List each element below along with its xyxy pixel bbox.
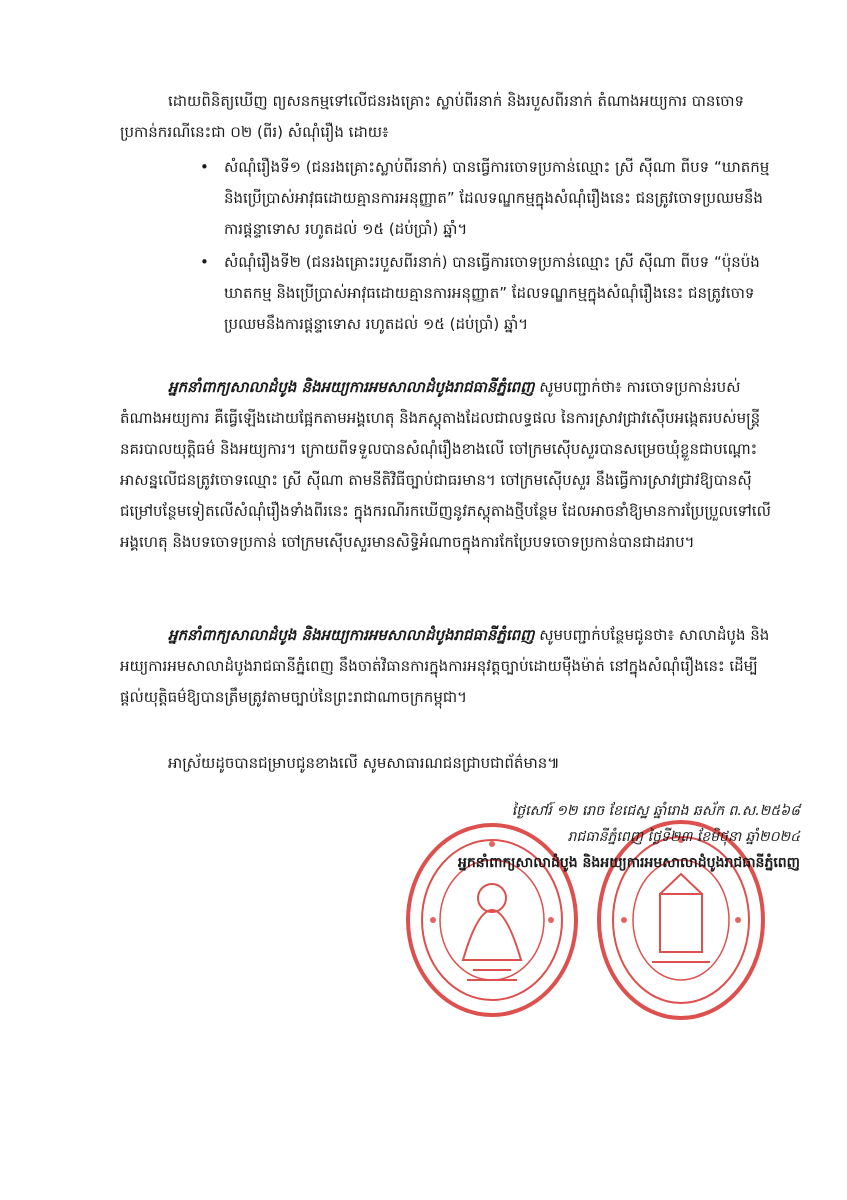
spokesperson-label: អ្នកនាំពាក្យសាលាដំបូង និងអយ្យការអមសាលាដំបូងរាជធានីភ្នំពេញ <box>168 378 535 396</box>
solar-date: រាជធានីភ្នំពេញ ថ្ងៃទី២៣ ខែមិថុនា ឆ្នាំ២០២៤ <box>567 829 800 845</box>
spokesperson-paragraph-1 <box>120 372 780 558</box>
spokesperson-paragraph-2 <box>120 620 780 713</box>
issuing-authority: អ្នកនាំពាក្យសាលាដំបូង និងអយ្យការអមសាលាដំបូងរាជធានីភ្នំពេញ <box>457 855 800 871</box>
lunar-date: ថ្ងៃសៅរ៍ ១២ រោច ខែជេស្ឋ ឆ្នាំរោង ឆស័ក ព.ស.២៥៦៨ <box>511 803 800 819</box>
list-item <box>196 247 790 340</box>
bullet-icon: • <box>200 158 209 176</box>
charge-2-text: សំណុំរឿងទី២ (ជនរងគ្រោះរបួសពីរនាក់) បានធ្វើការចោទប្រកាន់ឈ្មោះ ស្រី ស៊ីណា ពីបទ “ប៉ុនប៉ងឃាតកម្ម និងប្រើប្រាស់អាវុធដោយគ្មានការអនុញ្ញាត” ដែលទណ្ឌកម្មក្នុងសំណុំរឿងនេះ ជនត្រូវចោទប្រឈមនឹងការផ្តន្ទាទោស រហូតដល់ ១៥ (ដប់ប្រាំ) ឆ្នាំ។ <box>224 253 760 333</box>
charge-1-text: សំណុំរឿងទី១ (ជនរងគ្រោះស្លាប់ពីរនាក់) បានធ្វើការចោទប្រកាន់ឈ្មោះ ស្រី ស៊ីណា ពីបទ “ឃាតកម្ម និងប្រើប្រាស់អាវុធដោយគ្មានការអនុញ្ញាត” ដែលទណ្ឌកម្មក្នុងសំណុំរឿងនេះ ជនត្រូវចោទប្រឈមនឹងការផ្តន្ទាទោស រហូតដល់ ១៥ (ដប់ប្រាំ) ឆ្នាំ។ <box>224 158 770 238</box>
list-item <box>196 152 790 245</box>
paragraph-body: សូមបញ្ជាក់បន្ថែមជូនថា៖ សាលាដំបូង និងអយ្យការអមសាលាដំបូងរាជធានីភ្នំពេញ នឹងចាត់វិធានការក្នុងការអនុវត្តច្បាប់ដោយម៉ឺងម៉ាត់ នៅក្នុងសំណុំរឿងនេះ ដើម្បីផ្តល់យុត្តិធម៌ឱ្យបានត្រឹមត្រូវតាមច្បាប់នៃព្រះរាជាណាចក្រកម្ពុជា។ <box>120 626 770 706</box>
bullet-icon: • <box>200 253 209 271</box>
spokesperson-label: អ្នកនាំពាក្យសាលាដំបូង និងអយ្យការអមសាលាដំបូងរាជធានីភ្នំពេញ <box>168 626 535 644</box>
signature-block <box>380 798 800 876</box>
charges-list <box>196 152 790 342</box>
intro-paragraph: ដោយពិនិត្យឃើញ ព្យសនកម្មទៅលើជនរងគ្រោះ ស្លាប់ពីរនាក់ និងរបួសពីរនាក់ តំណាងអយ្យការ បានចោទប្រកាន់ករណីនេះជា ០២ (ពីរ) សំណុំរឿង ដោយ៖ <box>120 92 745 141</box>
closing-paragraph: អាស្រ័យដូចបានជម្រាបជូនខាងលើ សូមសាធារណជនជ្រាបជាព័ត៌មាន៕ <box>168 754 560 772</box>
paragraph-body: សូមបញ្ជាក់ថា៖ ការចោទប្រកាន់របស់តំណាងអយ្យការ គឺធ្វើឡើងដោយផ្អែកតាមអង្គហេតុ និងភស្តុតាងដែលជាលទ្ធផល នៃការស្រាវជ្រាវស៊ើបអង្កេតរបស់មន្ត្រីនគរបាលយុត្តិធម៌ និងអយ្យការ។ ក្រោយពីទទួលបានសំណុំរឿងខាងលើ ចៅក្រមស៊ើបសួរបានសម្រេចឃុំខ្លួនជាបណ្តោះអាសន្នលើជនត្រូវចោទឈ្មោះ ស្រី ស៊ីណា តាមនីតិវិធីច្បាប់ជាធរមាន។ ចៅក្រមស៊ើបសួរ នឹងធ្វើការស្រាវជ្រាវឱ្យបានស៊ីជម្រៅបន្ថែមទៀតលើសំណុំរឿងទាំងពីរនេះ ក្នុងករណីរកឃើញនូវភស្តុតាងថ្មីបន្ថែម ដែលអាចនាំឱ្យមានការប្រែប្រួលទៅលើអង្គហេតុ និងបទចោទប្រកាន់ ចៅក្រមស៊ើបសួរមានសិទ្ធិអំណាចក្នុងការកែប្រែបទចោទប្រកាន់បានជាដរាប។ <box>120 378 771 551</box>
